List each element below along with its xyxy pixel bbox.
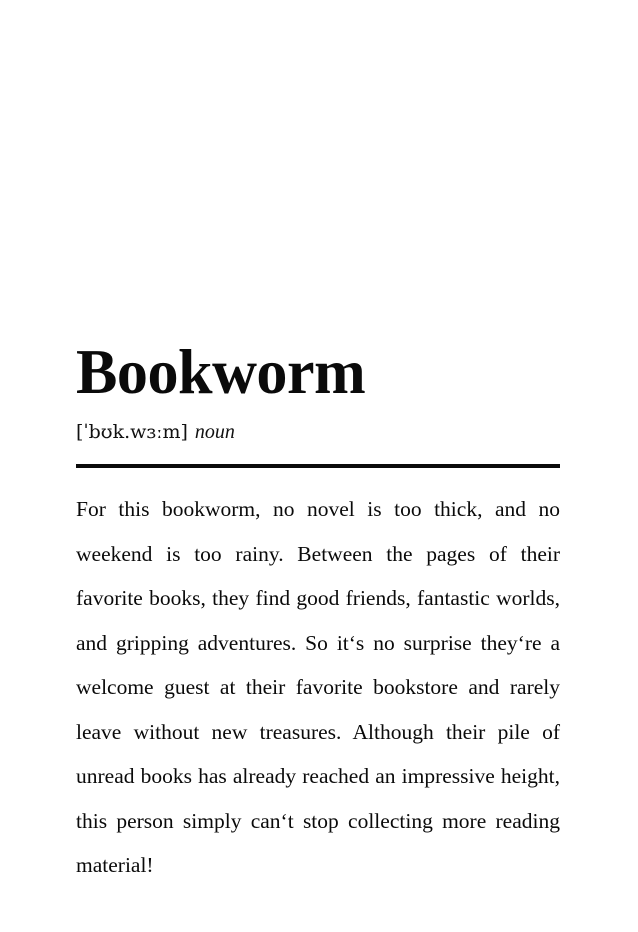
horizontal-rule-divider (76, 464, 560, 468)
page-title: Bookworm (76, 336, 366, 407)
definition-block (76, 336, 560, 932)
part-of-speech-label: noun (194, 421, 235, 443)
phonetic-transcription: [ˈbʊk.wɜːm] (76, 421, 188, 443)
definition-body-text: For this bookworm, no novel is too thick, and no weekend is too rainy. Between the pages of their favorite books, they find good friends, fantastic worlds, and gripping adventures. So it‘s no surprise they‘re a welcome guest at their favorite bookstore and rarely leave without new treasures. Although their pile of unread books has already reached an impressive height, this person simply can‘t stop collecting more reading material! (76, 497, 560, 877)
pronunciation-line (76, 422, 560, 442)
